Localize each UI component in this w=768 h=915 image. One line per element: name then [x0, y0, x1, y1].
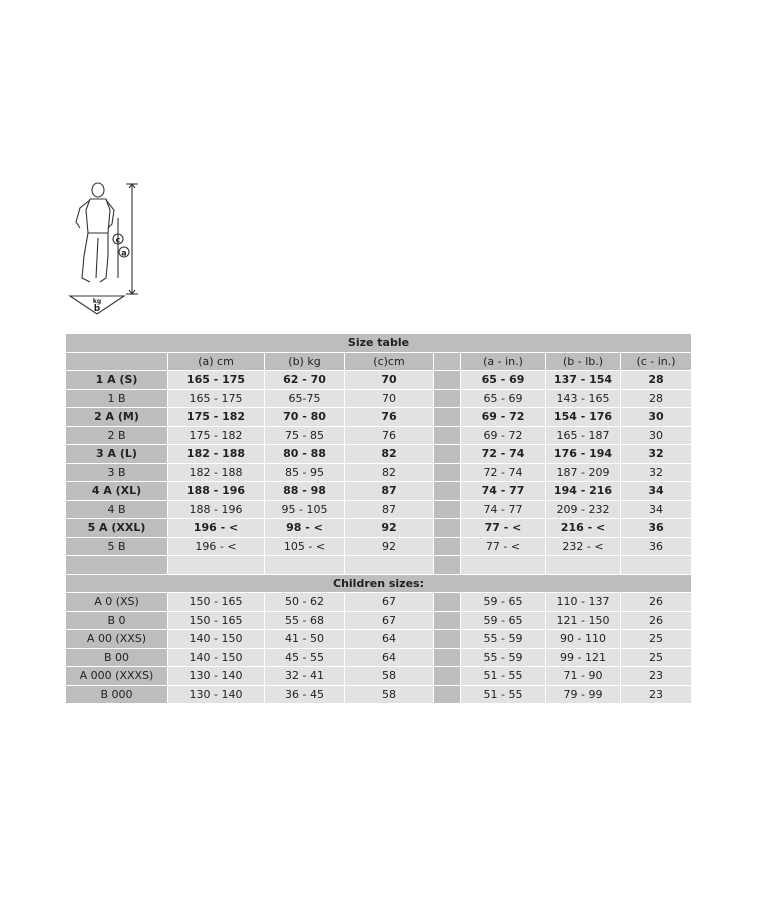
body-measurement-figure — [66, 178, 146, 318]
spacer-value — [461, 556, 545, 574]
value-a-in: 69 - 72 — [461, 427, 545, 445]
spacer-value — [168, 556, 264, 574]
size-label: 2 A (M) — [66, 408, 167, 426]
value-b-kg: 45 - 55 — [265, 649, 344, 667]
value-b-lb: 99 - 121 — [546, 649, 620, 667]
size-label: 4 A (XL) — [66, 482, 167, 500]
value-c-in: 28 — [621, 390, 691, 408]
size-label: B 00 — [66, 649, 167, 667]
value-c-cm: 70 — [345, 390, 433, 408]
value-b-lb: 137 - 154 — [546, 371, 620, 389]
value-a-in: 55 - 59 — [461, 630, 545, 648]
row-gap — [434, 464, 460, 482]
label-a: a — [121, 248, 127, 258]
label-c: c — [115, 235, 121, 245]
table-row — [66, 464, 691, 482]
value-b-lb: 71 - 90 — [546, 667, 620, 685]
value-c-cm: 67 — [345, 593, 433, 611]
table-row — [66, 390, 691, 408]
value-c-in: 28 — [621, 371, 691, 389]
value-c-cm: 58 — [345, 667, 433, 685]
value-c-in: 32 — [621, 445, 691, 463]
value-c-cm: 92 — [345, 538, 433, 556]
value-a-in: 74 - 77 — [461, 501, 545, 519]
value-a-in: 59 - 65 — [461, 612, 545, 630]
spacer-value — [345, 556, 433, 574]
table-row — [66, 445, 691, 463]
row-gap — [434, 630, 460, 648]
header-row — [66, 353, 691, 371]
value-a-in: 69 - 72 — [461, 408, 545, 426]
value-b-kg: 75 - 85 — [265, 427, 344, 445]
row-gap — [434, 612, 460, 630]
value-b-kg: 62 - 70 — [265, 371, 344, 389]
row-gap — [434, 686, 460, 704]
size-label: 4 B — [66, 501, 167, 519]
value-a-in: 65 - 69 — [461, 371, 545, 389]
row-gap — [434, 501, 460, 519]
value-a-in: 72 - 74 — [461, 464, 545, 482]
value-b-lb: 90 - 110 — [546, 630, 620, 648]
size-label: B 0 — [66, 612, 167, 630]
value-a-in: 51 - 55 — [461, 686, 545, 704]
value-c-cm: 67 — [345, 612, 433, 630]
spacer-value — [621, 556, 691, 574]
value-b-lb: 232 - < — [546, 538, 620, 556]
value-b-lb: 176 - 194 — [546, 445, 620, 463]
value-b-lb: 165 - 187 — [546, 427, 620, 445]
value-b-kg: 80 - 88 — [265, 445, 344, 463]
value-b-kg: 105 - < — [265, 538, 344, 556]
spacer-label — [66, 556, 167, 574]
value-a-in: 72 - 74 — [461, 445, 545, 463]
value-a-cm: 196 - < — [168, 519, 264, 537]
size-label: A 0 (XS) — [66, 593, 167, 611]
size-label: A 000 (XXXS) — [66, 667, 167, 685]
value-b-lb: 154 - 176 — [546, 408, 620, 426]
value-a-cm: 165 - 175 — [168, 390, 264, 408]
value-a-in: 55 - 59 — [461, 649, 545, 667]
value-b-lb: 216 - < — [546, 519, 620, 537]
spacer-value — [546, 556, 620, 574]
value-c-in: 32 — [621, 464, 691, 482]
value-c-cm: 87 — [345, 501, 433, 519]
value-a-cm: 150 - 165 — [168, 593, 264, 611]
value-a-cm: 130 - 140 — [168, 667, 264, 685]
value-b-kg: 50 - 62 — [265, 593, 344, 611]
table-row — [66, 408, 691, 426]
value-c-in: 34 — [621, 501, 691, 519]
row-gap — [434, 519, 460, 537]
value-a-in: 59 - 65 — [461, 593, 545, 611]
row-gap — [434, 482, 460, 500]
label-kg: kg — [92, 298, 102, 305]
row-gap — [434, 445, 460, 463]
row-gap — [434, 390, 460, 408]
value-a-cm: 140 - 150 — [168, 630, 264, 648]
size-label: B 000 — [66, 686, 167, 704]
value-b-lb: 121 - 150 — [546, 612, 620, 630]
value-a-cm: 175 - 182 — [168, 427, 264, 445]
value-b-lb: 143 - 165 — [546, 390, 620, 408]
value-c-cm: 58 — [345, 686, 433, 704]
header-gap — [434, 353, 460, 371]
value-a-in: 51 - 55 — [461, 667, 545, 685]
table-row — [66, 501, 691, 519]
row-gap — [434, 408, 460, 426]
spacer-value — [265, 556, 344, 574]
value-b-lb: 187 - 209 — [546, 464, 620, 482]
value-b-lb: 209 - 232 — [546, 501, 620, 519]
value-c-in: 30 — [621, 427, 691, 445]
value-c-cm: 76 — [345, 427, 433, 445]
value-c-in: 25 — [621, 630, 691, 648]
value-c-in: 36 — [621, 519, 691, 537]
value-c-in: 25 — [621, 649, 691, 667]
value-b-kg: 85 - 95 — [265, 464, 344, 482]
table-row — [66, 519, 691, 537]
value-a-in: 65 - 69 — [461, 390, 545, 408]
table-row — [66, 371, 691, 389]
value-b-lb: 194 - 216 — [546, 482, 620, 500]
value-a-in: 77 - < — [461, 538, 545, 556]
value-b-kg: 70 - 80 — [265, 408, 344, 426]
value-a-cm: 140 - 150 — [168, 649, 264, 667]
value-a-cm: 130 - 140 — [168, 686, 264, 704]
header-b-kg: (b) kg — [265, 353, 344, 371]
table-row — [66, 649, 691, 667]
value-b-kg: 36 - 45 — [265, 686, 344, 704]
header-c-cm: (c)cm — [345, 353, 433, 371]
children-sizes-title: Children sizes: — [66, 575, 691, 593]
value-c-cm: 70 — [345, 371, 433, 389]
table-row — [66, 593, 691, 611]
value-b-kg: 32 - 41 — [265, 667, 344, 685]
value-c-in: 26 — [621, 612, 691, 630]
table-row — [66, 538, 691, 556]
row-gap — [434, 427, 460, 445]
header-a-in: (a - in.) — [461, 353, 545, 371]
row-gap — [434, 593, 460, 611]
size-label: 1 B — [66, 390, 167, 408]
size-label: 2 B — [66, 427, 167, 445]
value-a-cm: 165 - 175 — [168, 371, 264, 389]
table-row — [66, 427, 691, 445]
value-a-cm: 188 - 196 — [168, 501, 264, 519]
value-b-kg: 95 - 105 — [265, 501, 344, 519]
row-gap — [434, 649, 460, 667]
value-c-in: 23 — [621, 686, 691, 704]
value-a-cm: 182 - 188 — [168, 445, 264, 463]
value-c-in: 30 — [621, 408, 691, 426]
value-a-in: 74 - 77 — [461, 482, 545, 500]
value-c-in: 23 — [621, 667, 691, 685]
value-b-kg: 88 - 98 — [265, 482, 344, 500]
table-row — [66, 630, 691, 648]
size-label: 5 A (XXL) — [66, 519, 167, 537]
value-c-cm: 87 — [345, 482, 433, 500]
row-gap — [434, 556, 460, 574]
value-c-cm: 82 — [345, 464, 433, 482]
value-b-kg: 65-75 — [265, 390, 344, 408]
spacer-row — [66, 556, 691, 574]
table-row — [66, 667, 691, 685]
header-c-in: (c - in.) — [621, 353, 691, 371]
value-c-cm: 76 — [345, 408, 433, 426]
size-label: 1 A (S) — [66, 371, 167, 389]
value-c-cm: 64 — [345, 649, 433, 667]
value-b-kg: 55 - 68 — [265, 612, 344, 630]
value-c-in: 36 — [621, 538, 691, 556]
value-b-lb: 110 - 137 — [546, 593, 620, 611]
value-c-cm: 82 — [345, 445, 433, 463]
row-gap — [434, 667, 460, 685]
table-row — [66, 612, 691, 630]
row-gap — [434, 538, 460, 556]
size-label: A 00 (XXS) — [66, 630, 167, 648]
header-blank — [66, 353, 167, 371]
header-b-lb: (b - lb.) — [546, 353, 620, 371]
value-c-cm: 64 — [345, 630, 433, 648]
value-b-kg: 41 - 50 — [265, 630, 344, 648]
value-a-cm: 150 - 165 — [168, 612, 264, 630]
value-a-in: 77 - < — [461, 519, 545, 537]
value-a-cm: 188 - 196 — [168, 482, 264, 500]
row-gap — [434, 371, 460, 389]
value-c-cm: 92 — [345, 519, 433, 537]
value-a-cm: 182 - 188 — [168, 464, 264, 482]
value-a-cm: 175 - 182 — [168, 408, 264, 426]
size-table — [65, 333, 692, 704]
size-label: 3 B — [66, 464, 167, 482]
header-a-cm: (a) cm — [168, 353, 264, 371]
value-c-in: 26 — [621, 593, 691, 611]
value-c-in: 34 — [621, 482, 691, 500]
size-label: 5 B — [66, 538, 167, 556]
value-b-lb: 79 - 99 — [546, 686, 620, 704]
table-row — [66, 686, 691, 704]
value-b-kg: 98 - < — [265, 519, 344, 537]
value-a-cm: 196 - < — [168, 538, 264, 556]
label-b: b — [93, 304, 101, 314]
table-row — [66, 482, 691, 500]
table-title: Size table — [66, 334, 691, 352]
size-label: 3 A (L) — [66, 445, 167, 463]
